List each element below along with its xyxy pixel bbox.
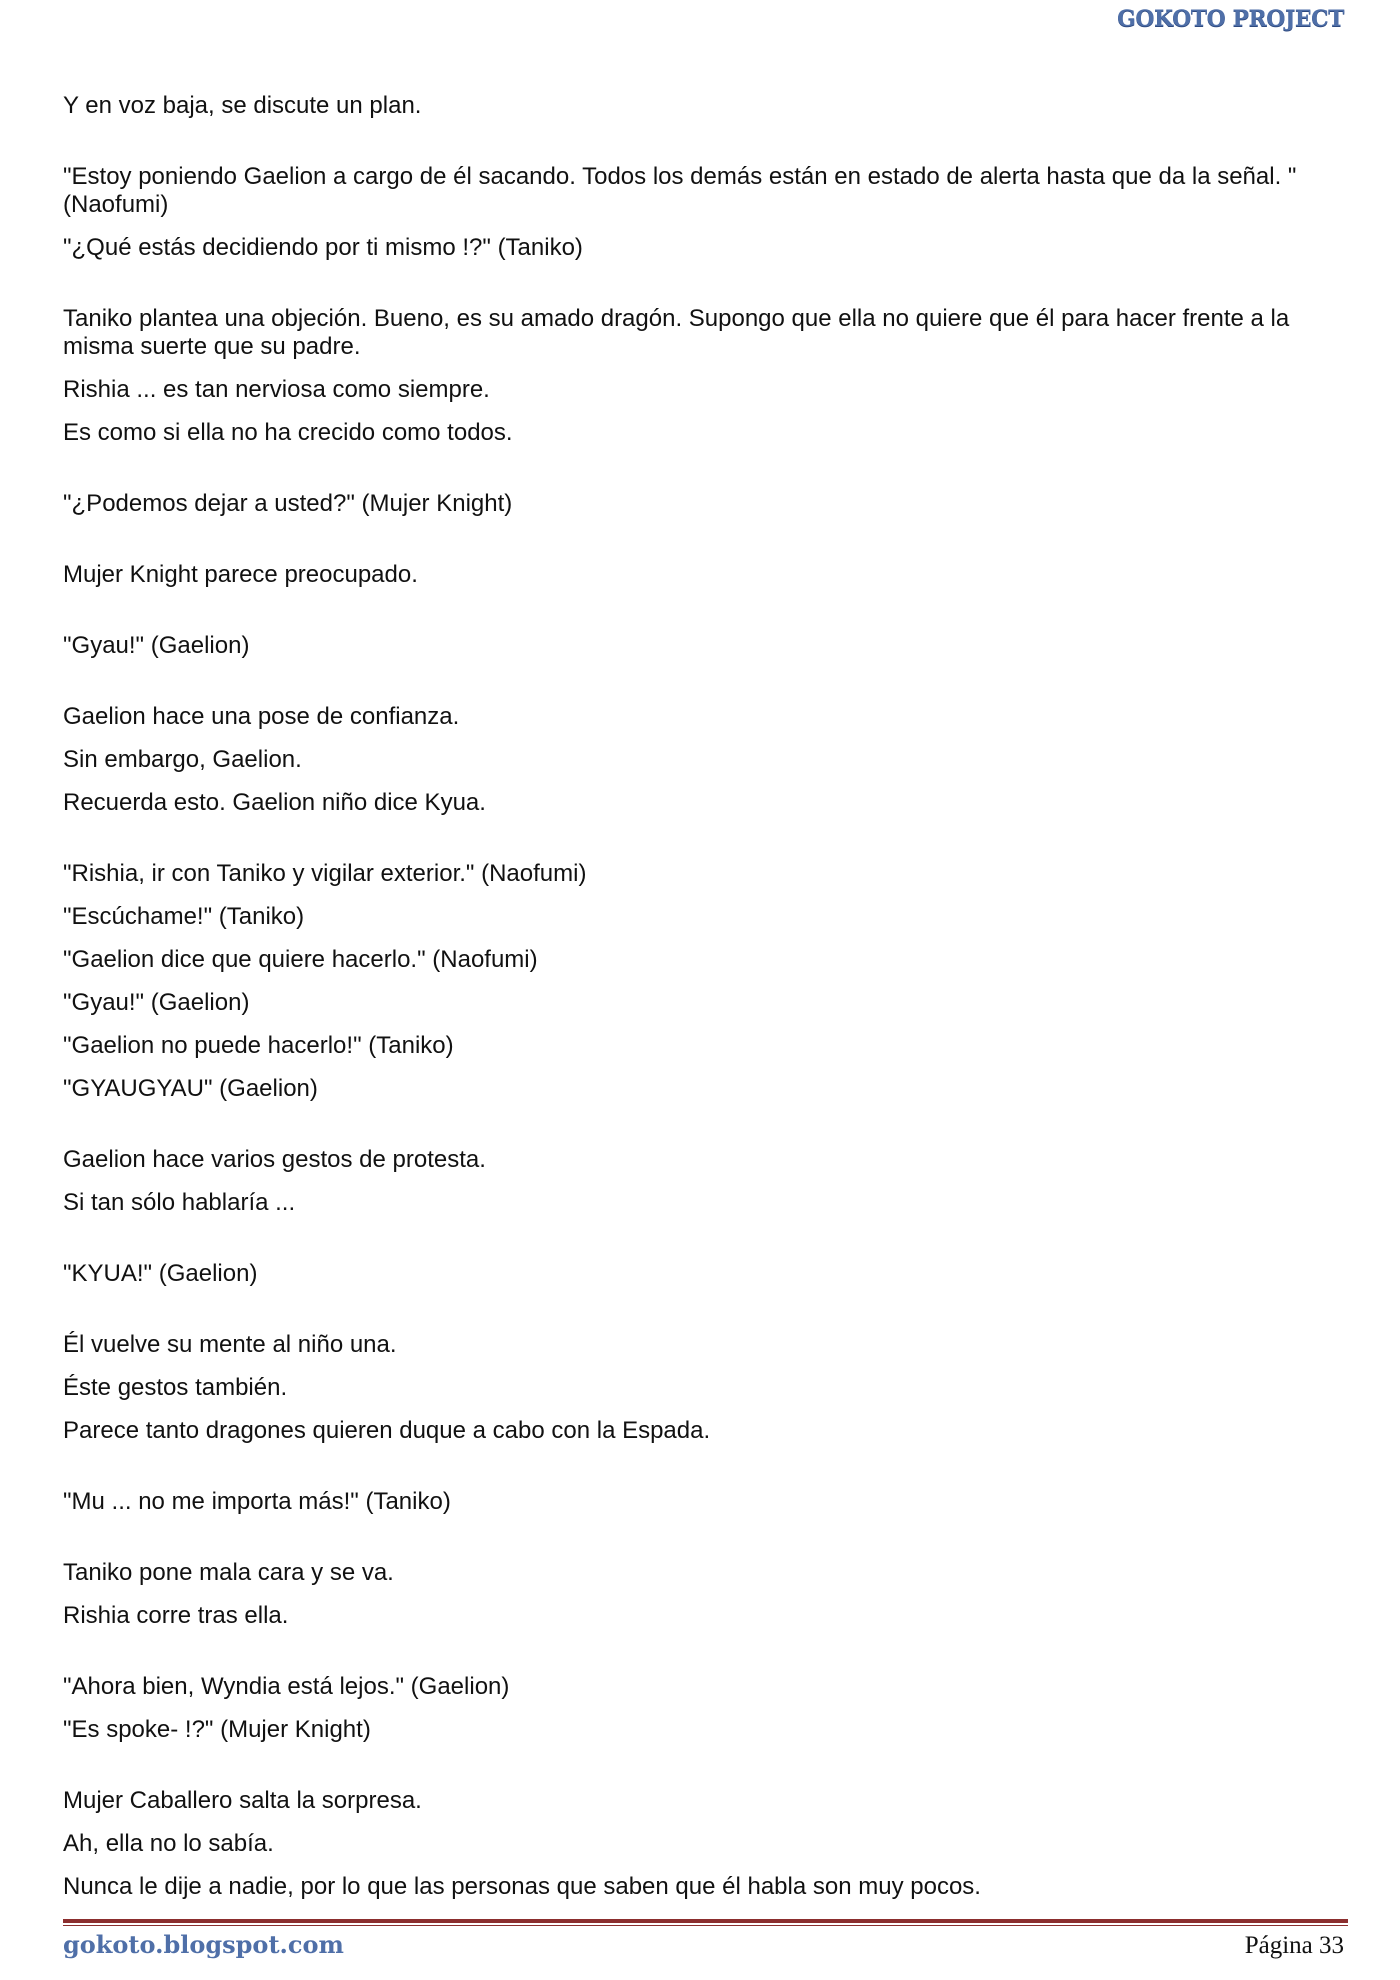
text-line: "Escúchame!" (Taniko) (63, 903, 305, 930)
text-line: "Gaelion dice que quiere hacerlo." (Naofumi) (63, 946, 538, 973)
text-line: "Gyau!" (Gaelion) (63, 632, 250, 659)
text-line: Sin embargo, Gaelion. (63, 746, 302, 773)
paragraph (63, 1787, 1343, 1901)
paragraph (63, 1673, 1343, 1744)
footer-site-link[interactable]: gokoto.blogspot.com (63, 1930, 344, 1959)
text-line: Parece tanto dragones quieren duque a cabo con la Espada. (63, 1417, 711, 1444)
paragraph (63, 1146, 1343, 1217)
text-line: "Gyau!" (Gaelion) (63, 989, 250, 1016)
paragraph (63, 1331, 1343, 1445)
paragraph (63, 1260, 1343, 1288)
paragraph (63, 163, 1343, 262)
paragraph (63, 490, 1343, 518)
page-number: Página 33 (1244, 1932, 1344, 1959)
text-line: Rishia corre tras ella. (63, 1602, 289, 1629)
text-line: "Rishia, ir con Taniko y vigilar exterior." (Naofumi) (63, 860, 587, 887)
text-line: "KYUA!" (Gaelion) (63, 1260, 258, 1287)
text-line: Rishia ... es tan nerviosa como siempre. (63, 376, 490, 403)
text-line: Mujer Caballero salta la sorpresa. (63, 1787, 422, 1814)
paragraph (63, 632, 1343, 660)
text-line: "Estoy poniendo Gaelion a cargo de él sacando. Todos los demás están en estado de alerta hasta que da la señal. "(Naofumi) (63, 163, 1297, 218)
footer-rule-thin (63, 1925, 1348, 1926)
text-line: Gaelion hace una pose de confianza. (63, 703, 460, 730)
text-line: "Es spoke- !?" (Mujer Knight) (63, 1716, 371, 1743)
text-line: Él vuelve su mente al niño una. (63, 1331, 397, 1358)
text-line: Taniko pone mala cara y se va. (63, 1559, 394, 1586)
text-line: Y en voz baja, se discute un plan. (63, 92, 422, 119)
paragraph (63, 860, 1343, 1103)
body-text (63, 92, 1343, 1901)
text-line: Éste gestos también. (63, 1374, 288, 1401)
text-line: Taniko plantea una objeción. Bueno, es su amado dragón. Supongo que ella no quiere que él para hacer frente a la misma suerte que su padre. (63, 305, 1290, 360)
paragraph (63, 1559, 1343, 1630)
header-brand: GOKOTO PROJECT (1117, 6, 1344, 32)
text-line: "GYAUGYAU" (Gaelion) (63, 1075, 318, 1102)
text-line: Ah, ella no lo sabía. (63, 1830, 274, 1857)
footer-rule (63, 1919, 1348, 1929)
text-line: Mujer Knight parece preocupado. (63, 561, 418, 588)
text-line: "¿Podemos dejar a usted?" (Mujer Knight) (63, 490, 513, 517)
paragraph (63, 1488, 1343, 1516)
text-line: Si tan sólo hablaría ... (63, 1189, 296, 1216)
text-line: Es como si ella no ha crecido como todos. (63, 419, 513, 446)
text-line: Recuerda esto. Gaelion niño dice Kyua. (63, 789, 486, 816)
paragraph (63, 561, 1343, 589)
text-line: "Ahora bien, Wyndia está lejos." (Gaelion) (63, 1673, 510, 1700)
text-line: Nunca le dije a nadie, por lo que las personas que saben que él habla son muy pocos. (63, 1873, 981, 1900)
paragraph (63, 703, 1343, 817)
paragraph (63, 92, 1343, 120)
text-line: "Mu ... no me importa más!" (Taniko) (63, 1488, 451, 1515)
paragraph (63, 305, 1343, 447)
text-line: "Gaelion no puede hacerlo!" (Taniko) (63, 1032, 454, 1059)
text-line: "¿Qué estás decidiendo por ti mismo !?" (Taniko) (63, 234, 583, 261)
footer-rule-thick (63, 1919, 1348, 1923)
text-line: Gaelion hace varios gestos de protesta. (63, 1146, 486, 1173)
